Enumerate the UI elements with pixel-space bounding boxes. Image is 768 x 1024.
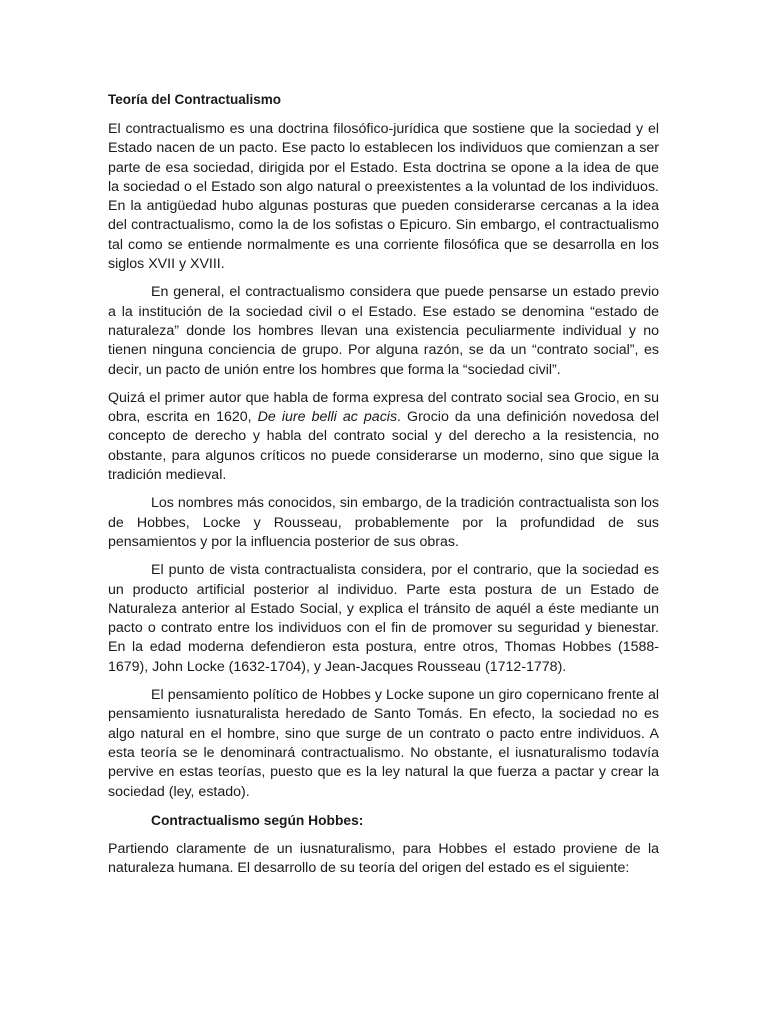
document-page: [108, 90, 659, 887]
paragraph-final: Partiendo claramente de un iusnaturalismo, para Hobbes el estado proviene de la naturaleza humana. El desarrollo de su teoría del origen del estado es el siguiente:: [108, 840, 659, 877]
paragraph-grocio-text-before: Quizá el primer autor que habla de forma expresa del contrato social sea Grocio, en su obra, escrita en 1620,: [108, 389, 659, 426]
paragraph-hobbes-locke: El pensamiento político de Hobbes y Locke supone un giro copernicano frente al pensamiento iusnaturalista heredado de Santo Tomás. En efecto, la sociedad no es algo natural en el hombre, sino que surge de un contrato o pacto entre individuos. A esta teoría se le denominará contractualismo. No obstante, el iusnaturalismo todavía pervive en estas teorías, puesto que es la ley natural la que fuerza a pactar y crear la sociedad (ley, estado).: [108, 687, 659, 800]
section-subtitle: Contractualismo según Hobbes:: [151, 812, 364, 828]
paragraph-punto-de-vista: El punto de vista contractualista considera, por el contrario, que la sociedad es un producto artificial posterior al individuo. Parte esta postura de un Estado de Naturaleza anterior al Estado Social, y explica el tránsito de aquél a éste mediante un pacto o contrato entre los individuos con el fin de promover su seguridad y bienestar. En la edad moderna defendieron esta postura, entre otros, Thomas Hobbes (1588-1679), John Locke (1632-1704), y Jean-Jacques Rousseau (1712-1778).: [108, 562, 659, 675]
paragraph-intro: El contractualismo es una doctrina filosófico-jurídica que sostiene que la sociedad y el Estado nacen de un pacto. Ese pacto lo establecen los individuos que comienzan a ser parte de esa sociedad, dirigida por el Estado. Esta doctrina se opone a la idea de que la sociedad o el Estado son algo natural o preexistentes a la voluntad de los individuos. En la antigüedad hubo algunas posturas que pueden considerarse cercanas a la idea del contractualismo, como la de los sofistas o Epicuro. Sin embargo, el contractualismo tal como se entiende normalmente es una corriente filosófica que se desarrolla en los siglos XVII y XVIII.: [108, 121, 659, 273]
document-title: Teoría del Contractualismo: [108, 92, 282, 107]
work-title-italic: De iure belli ac pacis: [257, 409, 398, 426]
paragraph-grocio: [108, 389, 659, 485]
paragraph-nombres-conocidos: Los nombres más conocidos, sin embargo, de la tradición contractualista son los de Hobbes, Locke y Rousseau, probablemente por la profundidad de sus pensamientos y por la influencia posterior de sus obras.: [108, 495, 659, 550]
paragraph-grocio-text-after: . Grocio da una definición novedosa del concepto de derecho y habla del contrato social y del derecho a la resistencia, no obstante, para algunos críticos no puede considerarse un moderno, sino que sigue la tradición medieval.: [108, 409, 659, 484]
paragraph-estado-naturaleza: En general, el contractualismo considera que puede pensarse un estado previo a la institución de la sociedad civil o el Estado. Ese estado se denomina “estado de naturaleza” donde los hombres llevan una existencia peculiarmente individual y no tienen ninguna conciencia de grupo. Por alguna razón, se da un “contrato social”, es decir, un pacto de unión entre los hombres que forma la “sociedad civil”.: [108, 284, 659, 378]
